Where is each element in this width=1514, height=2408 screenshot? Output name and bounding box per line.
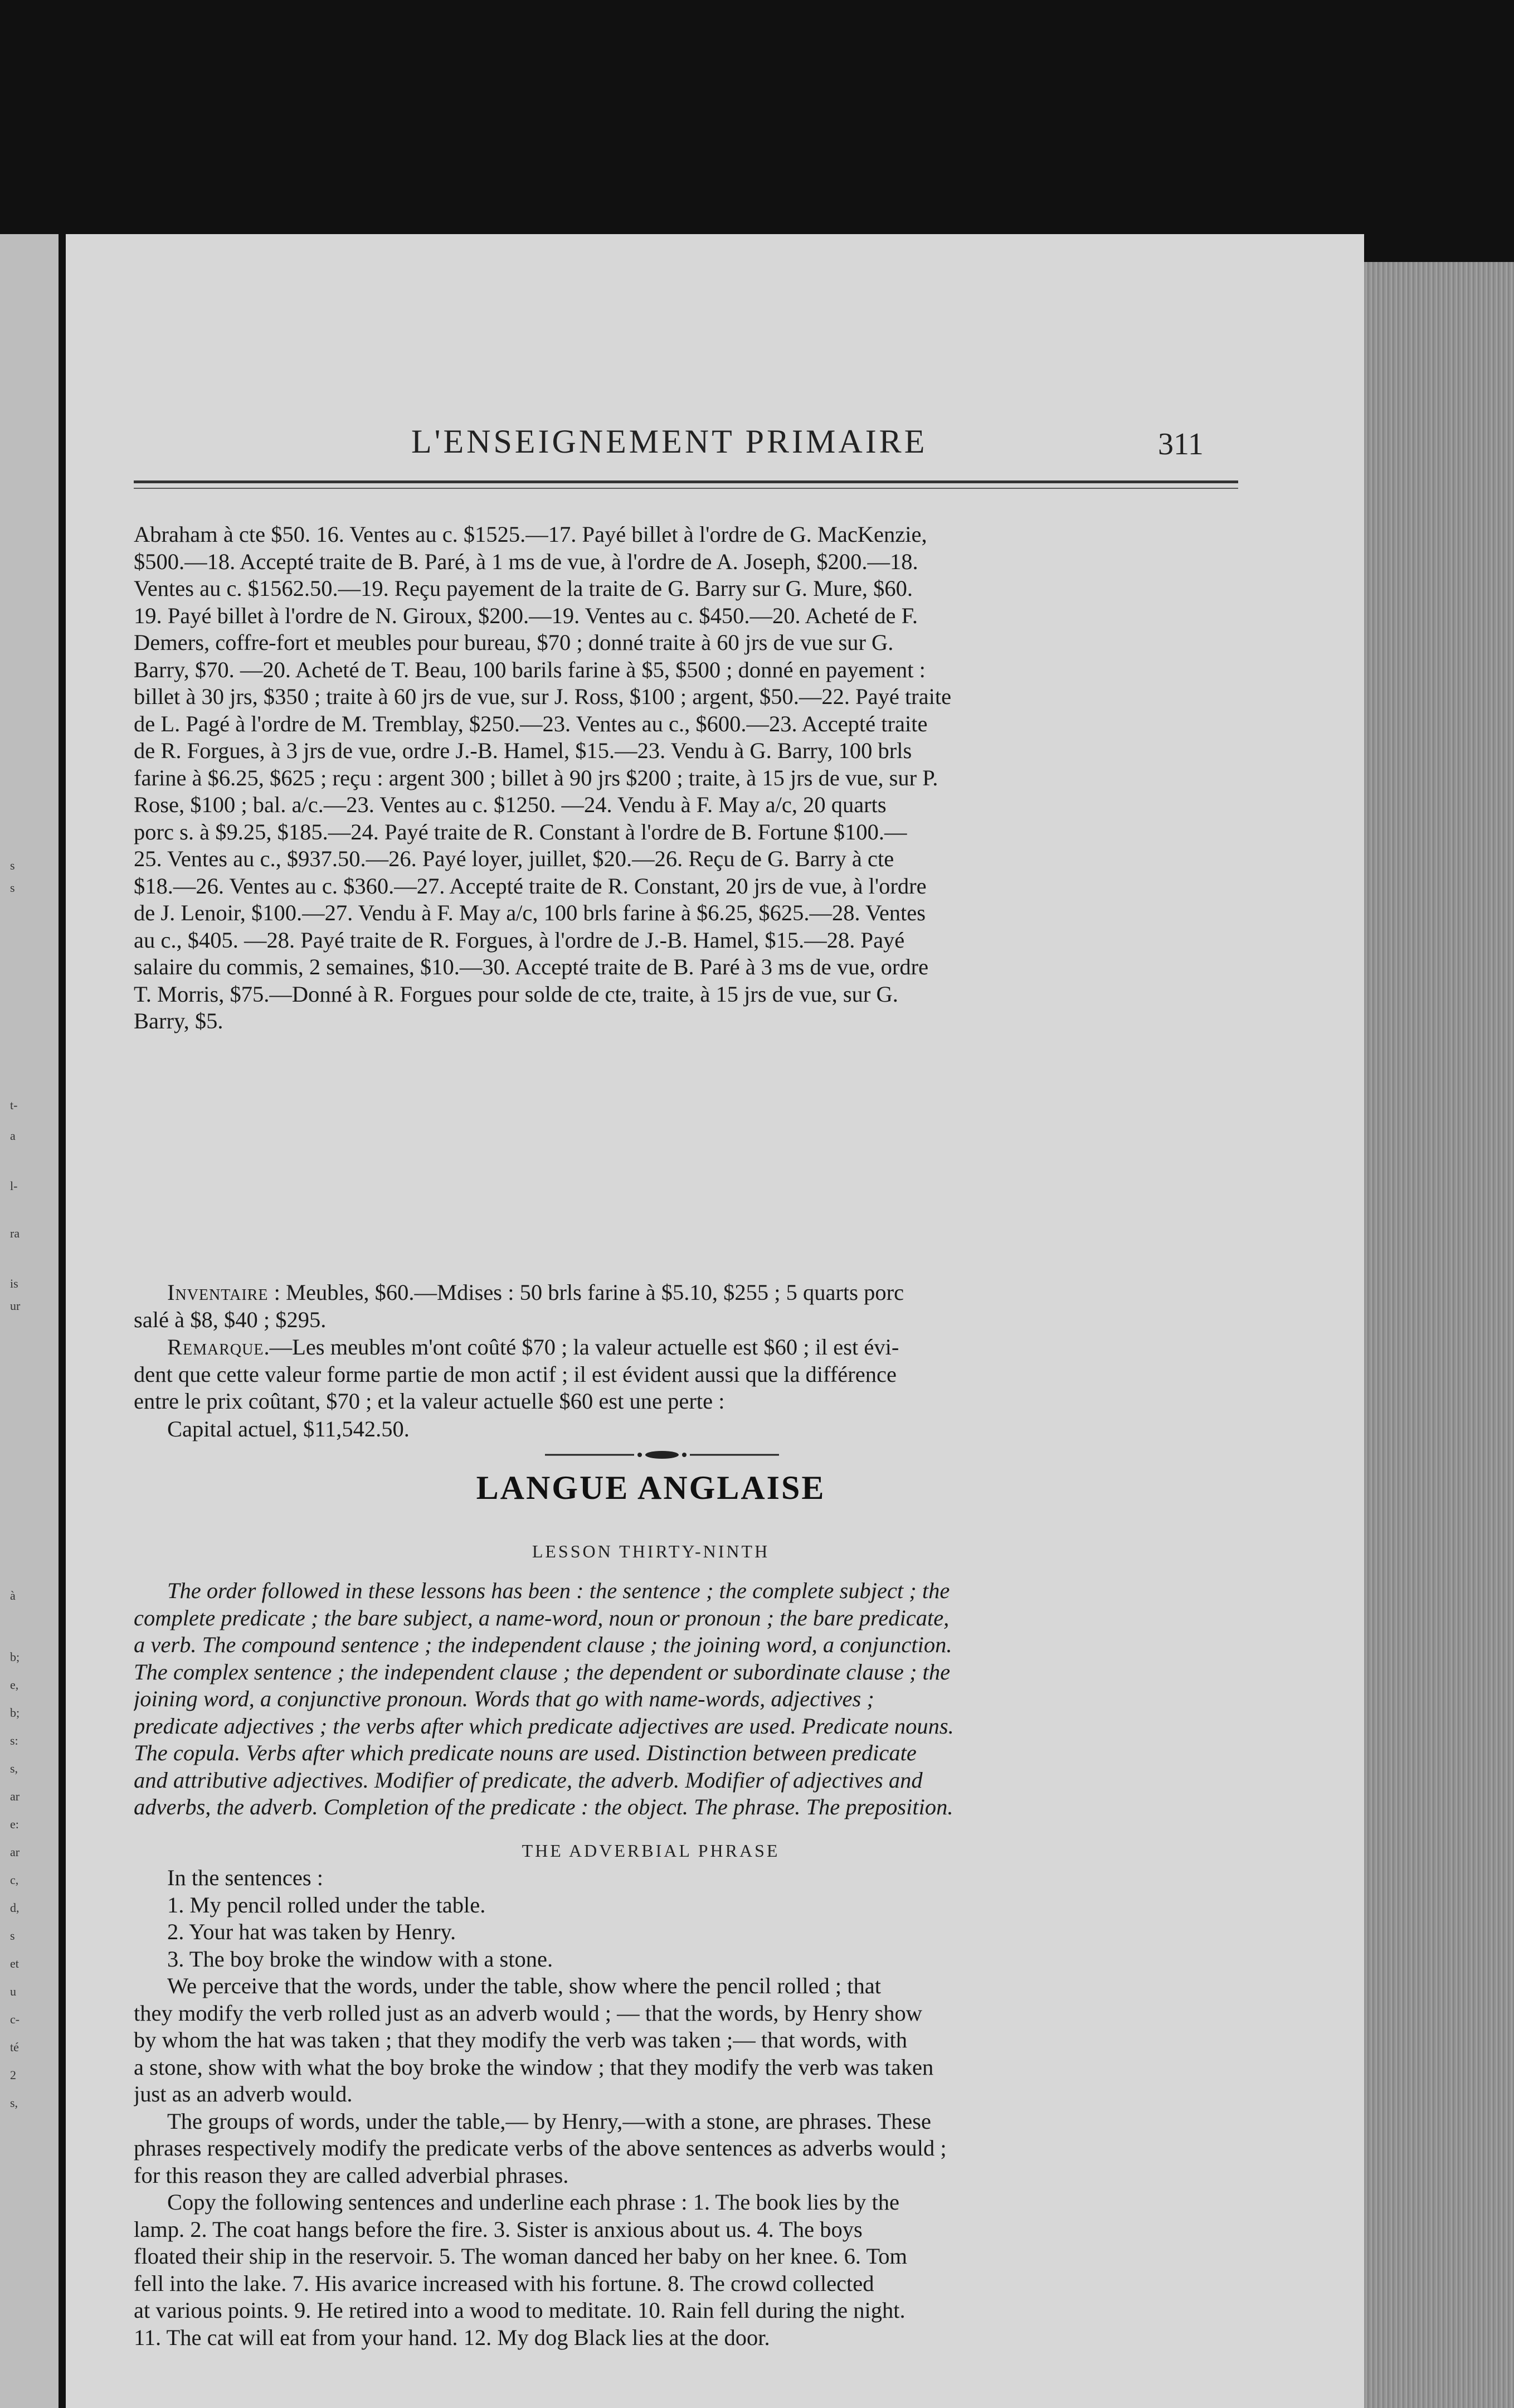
text-line: they modify the verb rolled just as an adverb would ; — that the words, by Henry show bbox=[134, 2000, 922, 2026]
margin-fragment: s: bbox=[10, 1734, 18, 1747]
margin-fragment: s bbox=[10, 881, 15, 895]
margin-fragment: is bbox=[10, 1276, 18, 1290]
page-number: 311 bbox=[1158, 427, 1204, 462]
lesson-title: LESSON THIRTY-NINTH bbox=[532, 1541, 770, 1561]
text-line: Rose, $100 ; bal. a/c.—23. Ventes au c. $1250. —24. Vendu à F. May a/c, 20 quarts bbox=[134, 792, 887, 817]
text-line: Barry, $5. bbox=[134, 1008, 223, 1033]
margin-fragment: et bbox=[10, 1957, 19, 1970]
text-line: fell into the lake. 7. His avarice increased with his fortune. 8. The crowd collected bbox=[134, 2270, 874, 2296]
text-line: au c., $405. —28. Payé traite de R. Forgues, à l'ordre de J.-B. Hamel, $15.—28. Payé bbox=[134, 927, 905, 953]
accounts-paragraph bbox=[134, 521, 1238, 1035]
example-sentence: 1. My pencil rolled under the table. bbox=[167, 1892, 486, 1917]
text-line: dent que cette valeur forme partie de mon actif ; il est évident aussi que la différence bbox=[134, 1361, 897, 1387]
text-line: floated their ship in the reservoir. 5. The woman danced her baby on her knee. 6. Tom bbox=[134, 2244, 908, 2269]
text-line bbox=[134, 1279, 1238, 1307]
text-line: complete predicate ; the bare subject, a name-word, noun or pronoun ; the bare predicate, bbox=[134, 1605, 950, 1630]
text-line: porc s. à $9.25, $185.—24. Payé traite de R. Constant à l'ordre de B. Fortune $100.— bbox=[134, 819, 907, 844]
text-line: The complex sentence ; the independent clause ; the dependent or subordinate clause ; the bbox=[134, 1659, 951, 1684]
text-line: at various points. 9. He retired into a wood to meditate. 10. Rain fell during the night. bbox=[134, 2298, 906, 2323]
capital-line bbox=[134, 1416, 1238, 1443]
margin-fragment: ar bbox=[10, 1789, 20, 1803]
lesson-intro bbox=[134, 1577, 1238, 1821]
text-line: salé à $8, $40 ; $295. bbox=[134, 1307, 327, 1332]
remarque-label: Remarque bbox=[167, 1334, 264, 1360]
header-rule bbox=[134, 480, 1238, 483]
text-line: salaire du commis, 2 semaines, $10.—30. Accepté traite de B. Paré à 3 ms de vue, ordre bbox=[134, 954, 929, 979]
margin-fragment: à bbox=[10, 1589, 16, 1603]
text-line: $500.—18. Accepté traite de B. Paré, à 1 ms de vue, à l'ordre de A. Joseph, $200.—18. bbox=[134, 548, 918, 574]
text-line: predicate adjectives ; the verbs after which predicate adjectives are used. Predicate nouns. bbox=[134, 1713, 954, 1739]
text-line: The copula. Verbs after which predicate nouns are used. Distinction between predicate bbox=[134, 1740, 917, 1765]
remarque-text: .—Les meubles m'ont coûté $70 ; la valeur actuelle est $60 ; il est évi- bbox=[264, 1334, 899, 1360]
text-line: entre le prix coûtant, $70 ; et la valeur actuelle $60 est une perte : bbox=[134, 1389, 725, 1414]
subsection-title: THE ADVERBIAL PHRASE bbox=[522, 1841, 780, 1861]
margin-fragment: 2 bbox=[10, 2068, 16, 2082]
section-title: LANGUE ANGLAISE bbox=[476, 1469, 826, 1506]
margin-fragment: s, bbox=[10, 2096, 18, 2110]
text-line: Abraham à cte $50. 16. Ventes au c. $1525.—17. Payé billet à l'ordre de G. MacKenzie, bbox=[134, 522, 927, 547]
margin-fragment: ar bbox=[10, 1845, 20, 1859]
margin-fragment: té bbox=[10, 2040, 19, 2054]
margin-fragment: c- bbox=[10, 2012, 20, 2026]
text-line: lamp. 2. The coat hangs before the fire. 3. Sister is anxious about us. 4. The boys bbox=[134, 2216, 863, 2242]
text-line: a verb. The compound sentence ; the independent clause ; the joining word, a conjunction. bbox=[134, 1632, 952, 1657]
text-line: de R. Forgues, à 3 jrs de vue, ordre J.-B. Hamel, $15.—23. Vendu à G. Barry, 100 brls bbox=[134, 738, 912, 763]
inventaire-paragraph bbox=[134, 1279, 1238, 1333]
margin-fragment: d, bbox=[10, 1901, 20, 1915]
text-line: for this reason they are called adverbial phrases. bbox=[134, 2162, 569, 2188]
margin-fragment: b; bbox=[10, 1706, 20, 1720]
text-line: a stone, show with what the boy broke the window ; that they modify the verb was taken bbox=[134, 2054, 934, 2080]
remarque-paragraph bbox=[134, 1334, 1238, 1415]
section-ornament bbox=[545, 1449, 779, 1460]
text-line: 19. Payé billet à l'ordre de N. Giroux, $200.—19. Ventes au c. $450.—20. Acheté de F. bbox=[134, 603, 918, 628]
text-line: billet à 30 jrs, $350 ; traite à 60 jrs de vue, sur J. Ross, $100 ; argent, $50.—22. Payé traite bbox=[134, 684, 952, 709]
text-line: T. Morris, $75.—Donné à R. Forgues pour solde de cte, traite, à 15 jrs de vue, sur G. bbox=[134, 981, 898, 1007]
margin-fragment: l- bbox=[10, 1179, 18, 1193]
text-line: We perceive that the words, under the table, show where the pencil rolled ; that bbox=[167, 1973, 882, 1998]
margin-fragment: s, bbox=[10, 1761, 18, 1775]
lesson-body bbox=[134, 1865, 1238, 2351]
text-line: de J. Lenoir, $100.—27. Vendu à F. May a/c, 100 brls farine à $6.25, $625.—28. Ventes bbox=[134, 900, 926, 925]
text-line: Demers, coffre-fort et meubles pour bureau, $70 ; donné traite à 60 jrs de vue sur G. bbox=[134, 630, 894, 655]
margin-fragment: s bbox=[10, 1929, 15, 1943]
page-block-edge bbox=[1360, 262, 1514, 2408]
text-line: Capital actuel, $11,542.50. bbox=[167, 1416, 410, 1441]
text-line: 25. Ventes au c., $937.50.—26. Payé loyer, juillet, $20.—26. Reçu de G. Barry à cte bbox=[134, 846, 894, 871]
margin-fragment: e, bbox=[10, 1678, 19, 1692]
text-line: Ventes au c. $1562.50.—19. Reçu payement de la traite de G. Barry sur G. Mure, $60. bbox=[134, 576, 913, 601]
margin-fragment: a bbox=[10, 1129, 16, 1143]
text-line: farine à $6.25, $625 ; reçu : argent 300 ; billet à 90 jrs $200 ; traite, à 15 jrs de vue, sur P. bbox=[134, 765, 938, 790]
inventaire-label: Inventaire bbox=[167, 1280, 269, 1305]
left-page-edge bbox=[0, 234, 59, 2408]
example-sentence: 2. Your hat was taken by Henry. bbox=[167, 1919, 456, 1944]
text-line bbox=[134, 1334, 1238, 1361]
text-line: just as an adverb would. bbox=[134, 2081, 353, 2106]
text-line: phrases respectively modify the predicate verbs of the above sentences as adverbs would ; bbox=[134, 2135, 947, 2161]
inventaire-text: : Meubles, $60.—Mdises : 50 brls farine à $5.10, $255 ; 5 quarts porc bbox=[268, 1280, 904, 1305]
margin-fragment: ur bbox=[10, 1299, 21, 1313]
text-line: The order followed in these lessons has been : the sentence ; the complete subject ; the bbox=[167, 1578, 950, 1603]
text-line: Copy the following sentences and underline each phrase : 1. The book lies by the bbox=[167, 2189, 900, 2215]
text-line: adverbs, the adverb. Completion of the predicate : the object. The phrase. The preposition. bbox=[134, 1794, 953, 1819]
text-line: The groups of words, under the table,— by Henry,—with a stone, are phrases. These bbox=[167, 2108, 932, 2134]
margin-fragment: t- bbox=[10, 1098, 18, 1112]
text-line: $18.—26. Ventes au c. $360.—27. Accepté traite de R. Constant, 20 jrs de vue, à l'ordre bbox=[134, 873, 927, 899]
text-line: de L. Pagé à l'ordre de M. Tremblay, $250.—23. Ventes au c., $600.—23. Accepté traite bbox=[134, 711, 928, 736]
header-rule-thin bbox=[134, 488, 1238, 489]
margin-fragment: s bbox=[10, 858, 15, 872]
margin-fragment: u bbox=[10, 1984, 16, 1998]
example-sentence: 3. The boy broke the window with a stone. bbox=[167, 1946, 553, 1972]
running-header: L'ENSEIGNEMENT PRIMAIRE bbox=[411, 423, 928, 460]
text-line: In the sentences : bbox=[167, 1865, 324, 1890]
text-line: and attributive adjectives. Modifier of predicate, the adverb. Modifier of adjectives and bbox=[134, 1767, 923, 1793]
margin-fragment: e: bbox=[10, 1817, 19, 1831]
margin-fragment: c, bbox=[10, 1873, 19, 1887]
book-page bbox=[66, 234, 1364, 2408]
margin-fragment: ra bbox=[10, 1226, 20, 1240]
text-line: Barry, $70. —20. Acheté de T. Beau, 100 barils farine à $5, $500 ; donné en payement : bbox=[134, 657, 926, 682]
text-line: joining word, a conjunctive pronoun. Words that go with name-words, adjectives ; bbox=[134, 1686, 874, 1711]
text-line: 11. The cat will eat from your hand. 12. My dog Black lies at the door. bbox=[134, 2324, 770, 2350]
text-line: by whom the hat was taken ; that they modify the verb was taken ;— that words, with bbox=[134, 2027, 907, 2052]
margin-fragment: b; bbox=[10, 1650, 20, 1664]
